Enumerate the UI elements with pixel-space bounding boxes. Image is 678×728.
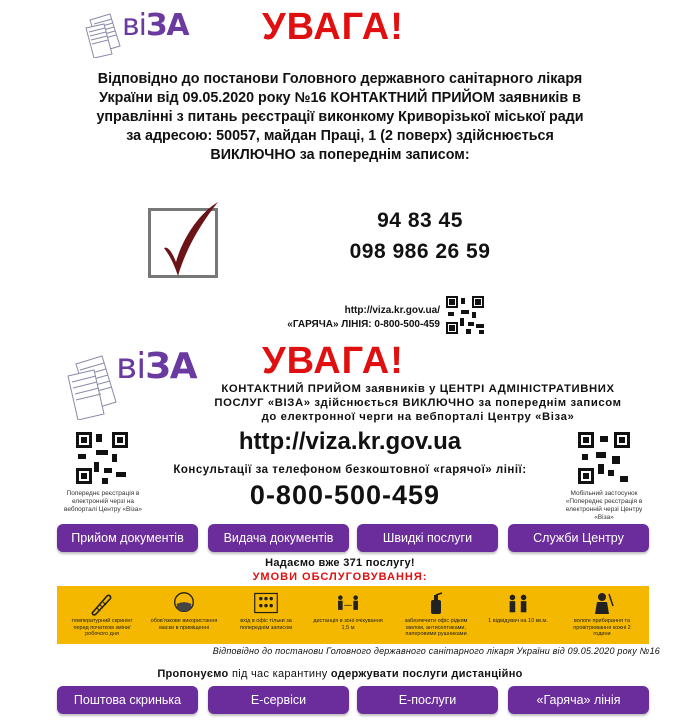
condition-text: забезпечити офіс рідким милом, антисептиками, паперовими рушниками: [404, 618, 468, 637]
mask-icon: [171, 590, 197, 616]
condition-item: [65, 586, 139, 644]
thermometer-icon: [89, 590, 115, 616]
hotline-number[interactable]: 0-800-500-459: [249, 480, 441, 510]
logo-text-pre: ві: [116, 346, 146, 387]
qr-left-caption: Попереднє реєстрація в електронній черзі на вебпорталі Центру «Віза»: [63, 490, 142, 513]
notice-line: ВИКЛЮЧНО за попереднім записом:: [210, 147, 470, 163]
notice-line: України від 09.05.2020 року №16 КОНТАКТНИЙ ПРИЙОМ заявників в: [99, 90, 581, 106]
poster-notice-line: ПОСЛУГ «ВІЗА» здійснюється ВИКЛЮЧНО за попереднім записом: [214, 397, 622, 409]
logo-text-pre: ві: [122, 8, 147, 43]
logo-text-bold: ЗА: [146, 8, 189, 43]
recommend-text: [150, 668, 530, 680]
condition-text: 1 відвідувач на 10 кв.м.: [488, 618, 548, 624]
poster-notice-line: до електронної черги на вебпорталі Центру «Віза»: [261, 411, 575, 423]
decree-text: Відповідно до постанови Головного державного санітарного лікаря України від 09.05.2020 року №16: [212, 646, 660, 656]
poster-warning-title: УВАГА!: [262, 340, 404, 382]
condition-item: [557, 586, 647, 644]
recommend-mid: під час карантину: [231, 668, 328, 680]
recommend-pre: Пропонуємо: [157, 668, 229, 680]
poster-viza-logo: [66, 344, 197, 420]
qr-code-icon: [446, 296, 484, 334]
visitors-icon: [505, 590, 531, 616]
condition-text: вхід в офіс тільки за попереднім записом: [239, 618, 293, 631]
condition-item: [147, 586, 221, 644]
phone-numbers: [330, 205, 510, 267]
documents-intake-button[interactable]: Прийом документів: [57, 524, 198, 552]
qr-code-icon: [578, 432, 630, 484]
hotline-text: «ГАРЯЧА» ЛІНІЯ: 0-800-500-459: [287, 319, 440, 330]
logo-text-bold: ЗА: [145, 346, 197, 387]
condition-text: температурний скринінг перед початком зміни/ робочого дня: [71, 618, 133, 637]
condition-item: [229, 586, 303, 644]
notice-text: [60, 70, 620, 165]
phone-2[interactable]: 098 986 26 59: [349, 240, 491, 263]
warning-title: УВАГА!: [262, 6, 404, 48]
condition-item: [311, 586, 385, 644]
condition-text: вологе прибирання та провітрювання кожні 2 години: [573, 618, 631, 637]
website-link[interactable]: http://viza.kr.gov.ua/: [344, 305, 440, 316]
notice-line: Відповідно до постанови Головного державного санітарного лікаря: [97, 71, 583, 87]
distance-icon: [335, 590, 361, 616]
conditions-band: [57, 586, 649, 644]
cleaning-icon: [589, 590, 615, 616]
quick-services-button[interactable]: Швидкі послуги: [357, 524, 498, 552]
checkmark-icon: [158, 200, 222, 280]
poster-notice-line: КОНТАКТНИЙ ПРИЙОМ заявників у ЦЕНТРІ АДМІНІСТРАТИВНИХ: [221, 383, 615, 395]
condition-text: дистанція в зоні очікування 1,5 м: [313, 618, 383, 631]
notice-line: за адресою: 50057, майдан Праці, 1 (2 поверх) здійснюється: [126, 128, 554, 144]
sanitizer-icon: [423, 590, 449, 616]
conditions-title: УМОВИ ОБСЛУГОВУВАННЯ:: [252, 571, 428, 583]
e-posluhy-button[interactable]: Е-послуги: [357, 686, 498, 714]
center-services-button[interactable]: Служби Центру: [508, 524, 649, 552]
services-count: Надаємо вже 371 послугу!: [265, 557, 415, 569]
mailbox-button[interactable]: Поштова скринька: [57, 686, 198, 714]
phone-1[interactable]: 94 83 45: [377, 209, 463, 232]
consultation-text: Консультації за телефоном безкоштовної «гарячої» лінії:: [173, 464, 527, 476]
poster-notice: [188, 382, 648, 424]
hotline-button[interactable]: «Гаряча» лінія: [508, 686, 649, 714]
poster-website-link[interactable]: http://viza.kr.gov.ua: [238, 428, 462, 455]
contact-links: [240, 304, 440, 332]
recommend-bold: одержувати послуги дистанційно: [330, 668, 523, 680]
condition-item: [485, 586, 551, 644]
condition-text: обов'язкове використання маски в приміщенні: [150, 618, 218, 631]
group-limit-icon: [253, 590, 279, 616]
notice-line: управлінні з питань реєстрації виконкому Криворізької міської ради: [96, 109, 584, 125]
qr-right-caption: Мобільний застосунок «Попереднє реєстрація в електронній черзі Центру «Віза»: [565, 490, 643, 521]
e-services-button[interactable]: Е-сервіси: [208, 686, 349, 714]
viza-logo: [84, 6, 194, 58]
condition-item: [393, 586, 479, 644]
qr-code-icon: [76, 432, 128, 484]
documents-issue-button[interactable]: Видача документів: [208, 524, 349, 552]
